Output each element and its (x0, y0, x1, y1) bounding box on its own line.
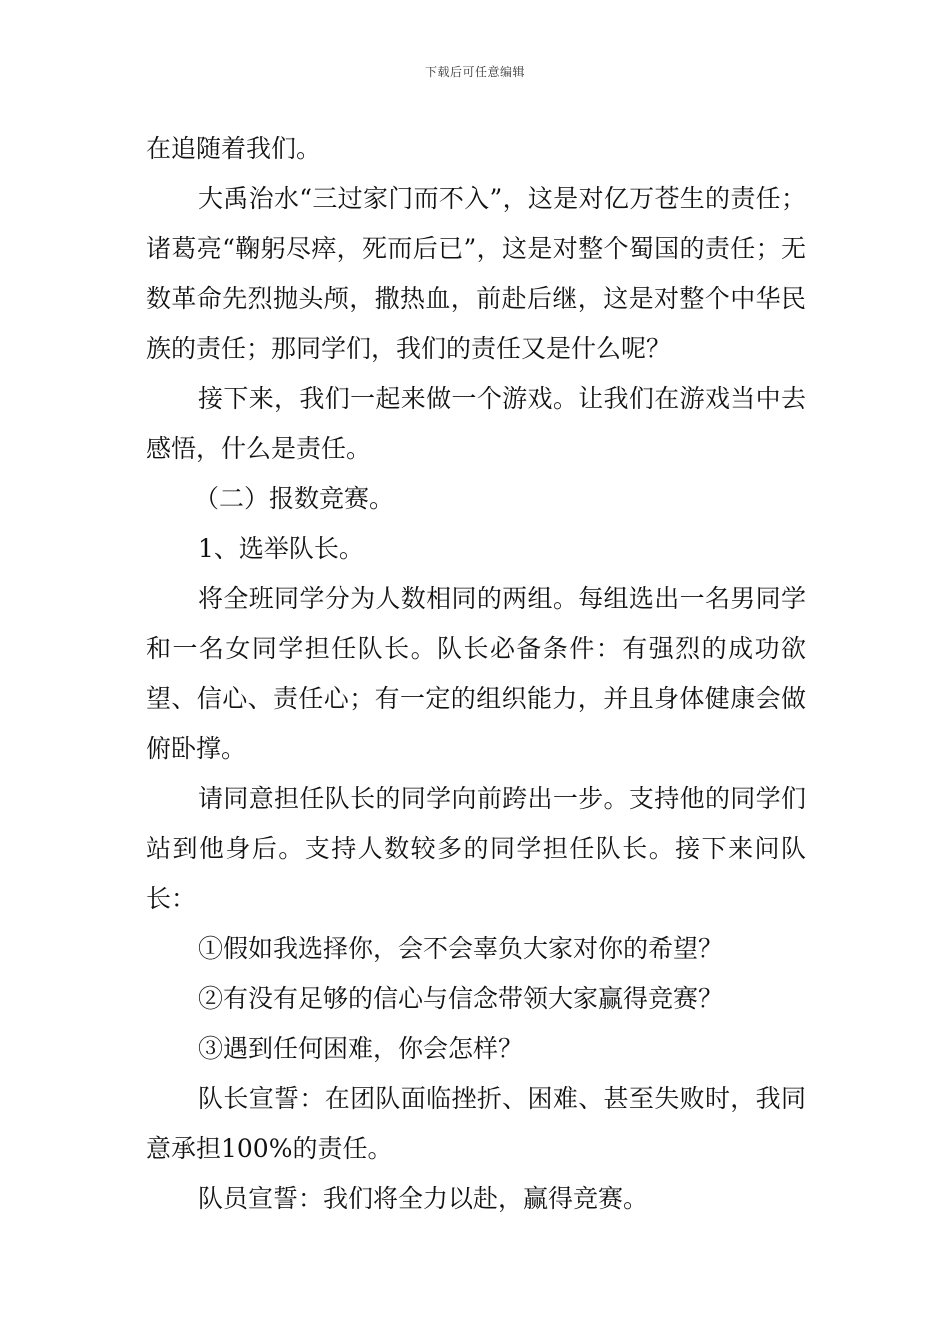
document-body (146, 124, 806, 1224)
subheading-elect-captain: 1、选举队长。 (198, 534, 364, 563)
paragraph-captain-selection: 请同意担任队长的同学向前跨出一步。支持他的同学们站到他身后。支持人数较多的同学担任队长。接下来问队长： (146, 784, 806, 913)
paragraph-captain-oath: 队长宣誓：在团队面临挫折、困难、甚至失败时，我同意承担100%的责任。 (146, 1084, 806, 1163)
paragraph-grouping-rules: 将全班同学分为人数相同的两组。每组选出一名男同学和一名女同学担任队长。队长必备条件：有强烈的成功欲望、信心、责任心；有一定的组织能力，并且身体健康会做俯卧撑。 (146, 584, 806, 763)
paragraph-responsibility-examples: 大禹治水“三过家门而不入”，这是对亿万苍生的责任；诸葛亮“鞠躬尽瘁，死而后已”，这是对整个蜀国的责任；无数革命先烈抛头颅，撒热血，前赴后继，这是对整个中华民族的责任；那同学们，我们的责任又是什么呢？ (146, 184, 806, 363)
page-header-note: 下载后可任意编辑 (424, 65, 525, 79)
section-heading-counting-contest: （二）报数竞赛。 (194, 484, 395, 513)
paragraph-continuation: 在追随着我们。 (146, 134, 322, 163)
question-item-1: ①假如我选择你，会不会辜负大家对你的希望？ (198, 934, 724, 963)
paragraph-game-intro: 接下来，我们一起来做一个游戏。让我们在游戏当中去感悟，什么是责任。 (146, 384, 806, 463)
question-item-3: ③遇到任何困难，你会怎样？ (198, 1034, 524, 1063)
question-item-2: ②有没有足够的信心与信念带领大家赢得竞赛？ (198, 984, 724, 1013)
paragraph-member-oath: 队员宣誓：我们将全力以赴，赢得竞赛。 (198, 1184, 649, 1213)
